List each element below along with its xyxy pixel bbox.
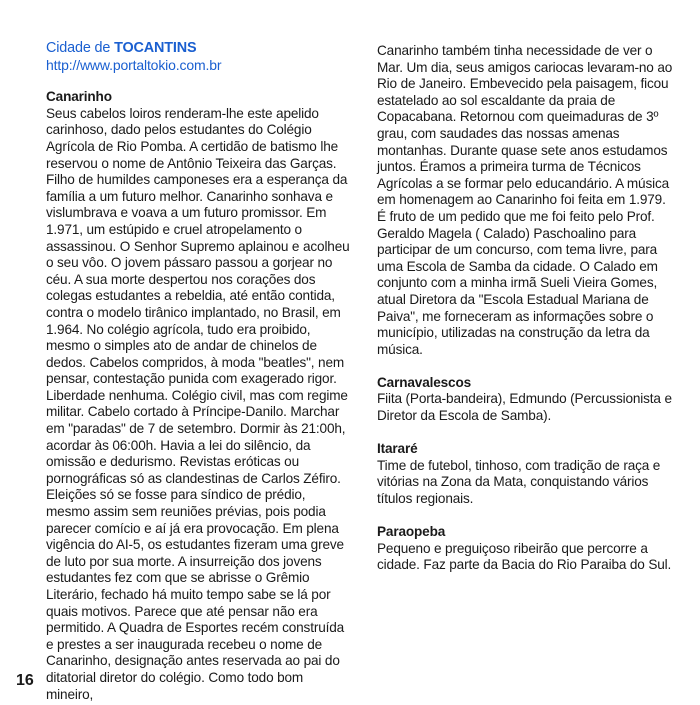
carnavalescos-text: Fiita (Porta-bandeira), Edmundo (Percussionista e Diretor da Escola de Samba). bbox=[377, 391, 672, 424]
canarinho-text-part1: Seus cabelos loiros renderam-lhe este apelido carinhoso, dado pelos estudantes do Colégio Agrícola de Rio Pomba. A certidão de batismo lhe reservou o nome de Antônio Teixeira das Garças. Filho de humildes camponeses era a esperança da família a um futuro melhor. Canarinho sonhava e vislumbrava e voava a um futuro promissor. Em 1.971, um estúpido e cruel atropelamento o assassinou. O Senhor Supremo aplainou e acolheu o seu vôo. O jovem pássaro passou a gorjear no céu. A sua morte despertou nos corações dos colegas estudantes a rebeldia, até então contida, contra o modelo tirânico implantado, no Brasil, em 1.964. No colégio agrícola, tudo era proibido, mesmo o simples ato de andar de chinelos de dedos. Cabelos compridos, à moda "beatles", nem pensar, contestação punida com exagerado rigor. Liberdade nenhuma. Colégio civil, mas com regime militar. Cabelo cortado à Príncipe-Danilo. Marchar em "paradas" de 7 de setembro. Dormir às 21:00h, acordar às 06:00h. Havia a lei do silêncio, da omissão e dedurismo. Revistas eróticas ou pornográficas só as clandestinas de Carlos Zéfiro. Eleições só se fosse para síndico de prédio, mesmo assim sem reuniões prévias, pois podia parecer comício e aí já era provocação. Em plena vigência do AI-5, os estudantes fizeram uma greve de luto por sua morte. A insurreição dos jovens estudantes fez com que se abrisse o Grêmio Literário, fechado há muito tempo sabe se lá por quais motivos. Parece que até pensar não era permitido. A Quadra de Esportes recém construída e prestes a ser inaugurada recebeu o nome de Canarinho, designação antes reservada ao pai do ditatorial diretor do colégio. Como todo bom mineiro, bbox=[46, 105, 350, 702]
carnavalescos-section bbox=[377, 375, 677, 425]
city-name: TOCANTINS bbox=[114, 40, 197, 56]
canarinho-heading: Canarinho bbox=[46, 89, 112, 105]
carnavalescos-heading: Carnavalescos bbox=[377, 374, 472, 390]
right-column bbox=[377, 43, 677, 591]
paraopeba-heading: Paraopeba bbox=[377, 524, 446, 540]
paraopeba-text: Pequeno e preguiçoso ribeirão que percorre a cidade. Faz parte da Bacia do Rio Paraiba do Sul. bbox=[377, 540, 672, 573]
canarinho-text-part2: Canarinho também tinha necessidade de ver o Mar. Um dia, seus amigos cariocas levaram-no ao Rio de Janeiro. Embevecido pela paisagem, ficou estatelado ao sol escaldante da praia de Copacabana. Retornou com queimaduras de 3º grau, com saudades das nossas amenas montanhas. Durante quase sete anos estudamos juntos. Éramos a primeira turma de Técnicos Agrícolas a se formar pelo educandário. A música em homenagem ao Canarinho foi feita em 1.979. É fruto de um pedido que me foi feito pelo Prof. Geraldo Magela ( Calado) Paschoalino para participar de um concurso, com tema livre, para uma Escola de Samba da cidade. O Calado em conjunto com a minha irmã Sueli Vieira Gomes, atual Diretora da "Escola Estadual Mariana de Paiva", me forneceram as informações sobre o município, utilizadas na construção da letra da música. bbox=[377, 43, 673, 357]
website-url[interactable]: http://www.portaltokio.com.br bbox=[46, 56, 222, 73]
city-prefix: Cidade de bbox=[46, 40, 111, 56]
left-column bbox=[46, 40, 350, 703]
city-title bbox=[46, 40, 350, 57]
itarare-heading: Itararé bbox=[377, 441, 418, 457]
itarare-section bbox=[377, 441, 677, 507]
itarare-text: Time de futebol, tinhoso, com tradição de raça e vitórias na Zona da Mata, conquistando vários títulos regionais. bbox=[377, 457, 661, 507]
page-number: 16 bbox=[16, 672, 34, 689]
canarinho-continued bbox=[377, 43, 677, 358]
paraopeba-section bbox=[377, 524, 677, 574]
